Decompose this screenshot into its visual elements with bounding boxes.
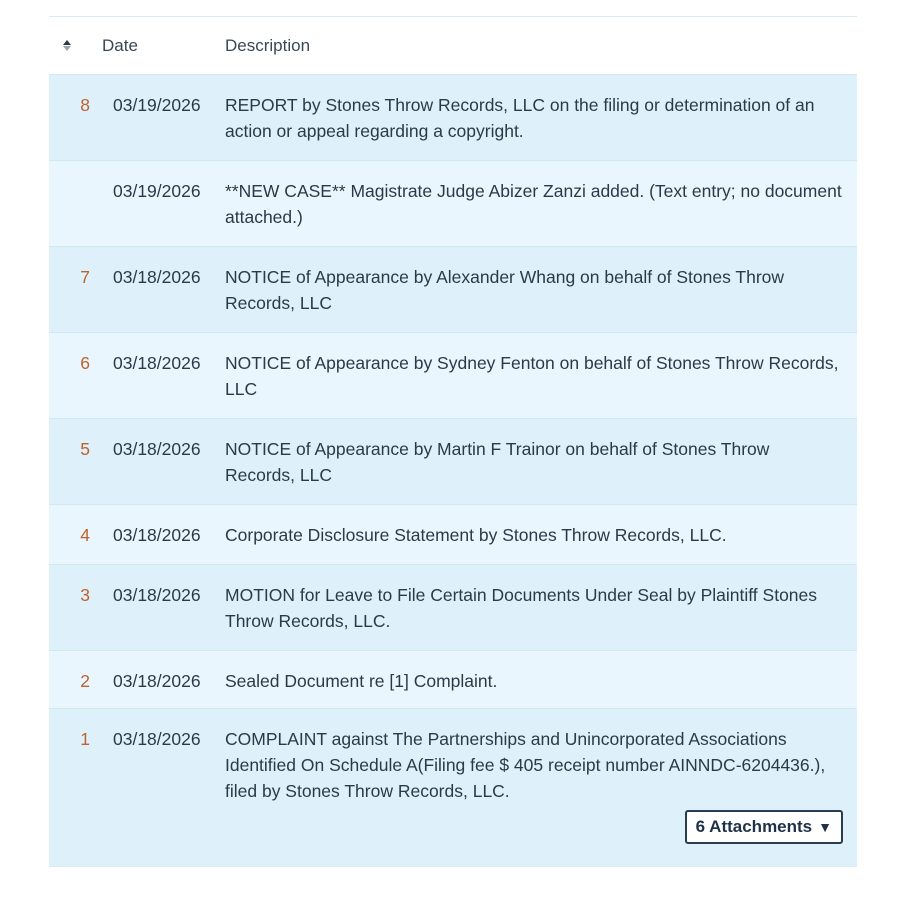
entry-description: Sealed Document re [1] Complaint. [225, 671, 498, 691]
entry-number [49, 161, 93, 178]
entry-description: Corporate Disclosure Statement by Stones Throw Records, LLC. [225, 525, 727, 545]
date-column-header[interactable]: Date [102, 35, 138, 55]
entry-number[interactable]: 8 [80, 95, 90, 115]
entry-number[interactable]: 4 [80, 525, 90, 545]
chevron-down-icon: ▼ [818, 819, 832, 835]
entry-date: 03/19/2026 [113, 95, 201, 115]
entry-description: REPORT by Stones Throw Records, LLC on the filing or determination of an action or appeal regarding a copyright. [225, 95, 815, 141]
entry-number[interactable]: 1 [80, 729, 90, 749]
entry-description: **NEW CASE** Magistrate Judge Abizer Zanzi added. (Text entry; no document attached.) [225, 181, 842, 227]
docket-entry [49, 246, 857, 332]
entry-description-block [225, 709, 857, 861]
entry-date: 03/18/2026 [113, 671, 201, 691]
docket-entry [49, 504, 857, 564]
docket-table [49, 16, 857, 867]
entry-description: COMPLAINT against The Partnerships and Unincorporated Associations Identified On Schedule A(Filing fee $ 405 receipt number AINNDC-6204436.), filed by Stones Throw Records, LLC. [225, 729, 826, 801]
docket-entry [49, 418, 857, 504]
entry-date: 03/19/2026 [113, 181, 201, 201]
entry-date: 03/18/2026 [113, 585, 201, 605]
docket-entry [49, 650, 857, 708]
sort-icon[interactable] [49, 36, 93, 56]
attachments-label: 6 Attachments [695, 817, 813, 836]
entry-description: NOTICE of Appearance by Sydney Fenton on behalf of Stones Throw Records, LLC [225, 353, 839, 399]
entry-description: NOTICE of Appearance by Martin F Trainor on behalf of Stones Throw Records, LLC [225, 439, 770, 485]
entry-date: 03/18/2026 [113, 439, 201, 459]
entry-description: MOTION for Leave to File Certain Documents Under Seal by Plaintiff Stones Throw Records, LLC. [225, 585, 818, 631]
docket-entry [49, 160, 857, 246]
attachments-container [225, 804, 843, 844]
entry-date: 03/18/2026 [113, 525, 201, 545]
entry-date: 03/18/2026 [113, 267, 201, 287]
docket-entry [49, 708, 857, 866]
table-header [49, 17, 857, 74]
docket-entry [49, 74, 857, 160]
entry-date: 03/18/2026 [113, 729, 201, 749]
entry-date: 03/18/2026 [113, 353, 201, 373]
entry-number[interactable]: 5 [80, 439, 90, 459]
description-column-header[interactable]: Description [225, 35, 311, 55]
entry-number[interactable]: 2 [80, 671, 90, 691]
entry-description: NOTICE of Appearance by Alexander Whang on behalf of Stones Throw Records, LLC [225, 267, 785, 313]
docket-entry [49, 564, 857, 650]
docket-entry [49, 332, 857, 418]
attachments-button[interactable] [685, 810, 843, 844]
entry-number[interactable]: 6 [80, 353, 90, 373]
entry-number[interactable]: 7 [80, 267, 90, 287]
entry-number[interactable]: 3 [80, 585, 90, 605]
